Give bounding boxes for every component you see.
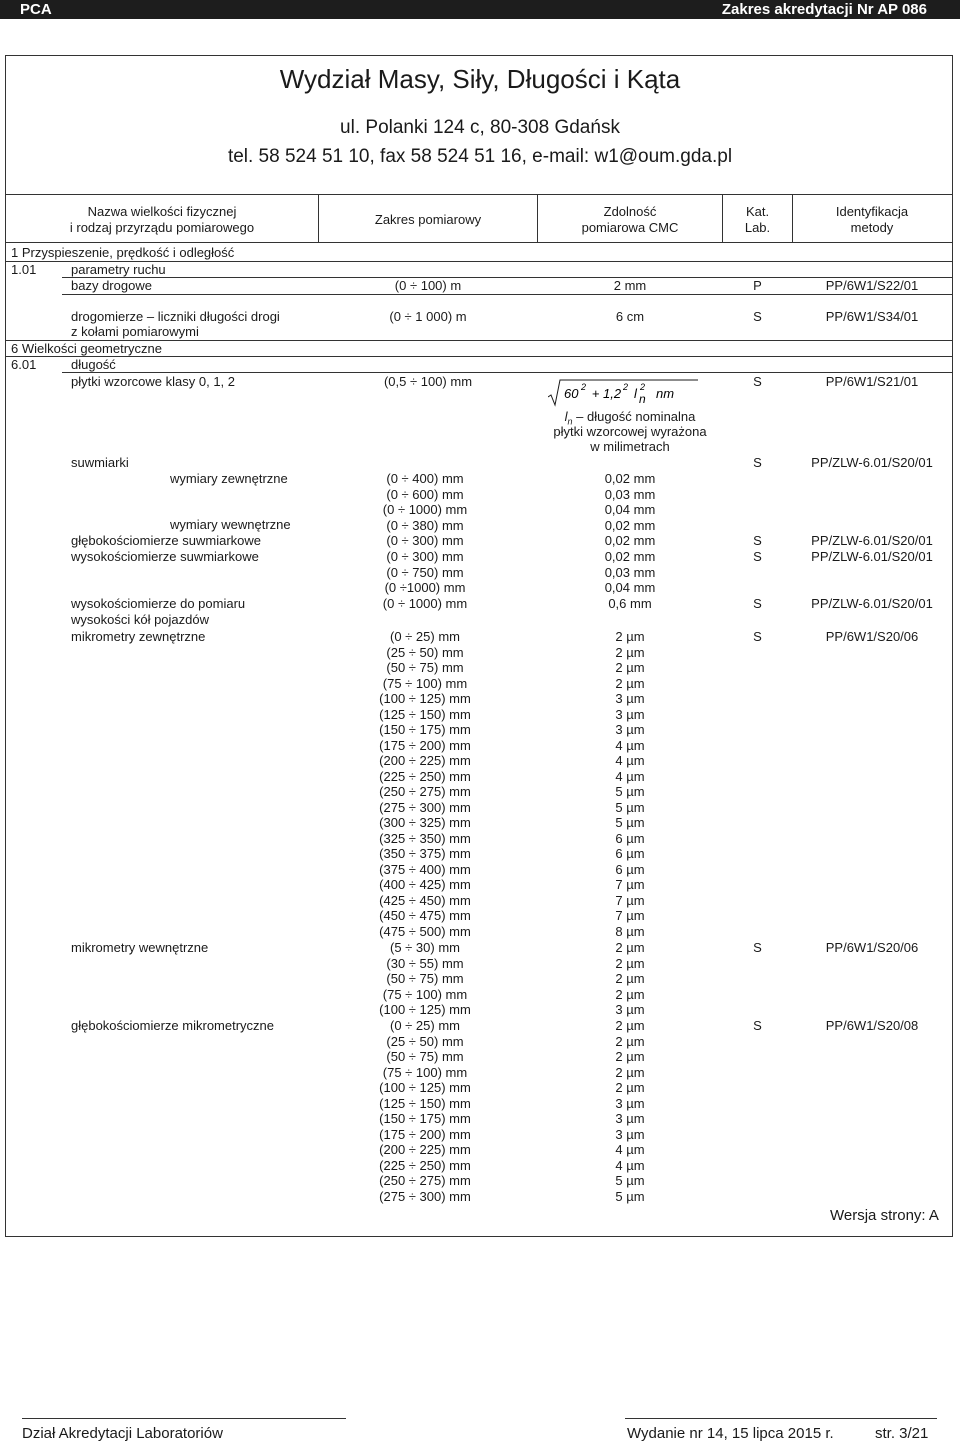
- cmc-value: 3 µm: [615, 1126, 645, 1142]
- cmc-value: 3 µm: [615, 691, 645, 706]
- org-acronym: PCA: [20, 1, 52, 18]
- range-value: (100 ÷ 125) mm: [379, 1080, 471, 1095]
- cmc-value: 7 µm: [615, 892, 645, 908]
- footer-page-number: str. 3/21: [875, 1425, 929, 1442]
- subsection-name: długość: [71, 357, 116, 372]
- lab-category: S: [753, 940, 762, 955]
- instrument-name: drogomierze – liczniki długości drogi: [71, 309, 280, 324]
- cmc-list: [565, 629, 695, 939]
- cmc-value: 0,02 mm: [604, 471, 656, 486]
- column-header-text: Zdolność: [603, 204, 657, 219]
- cmc-value: 2 µm: [615, 1064, 645, 1080]
- accreditation-scope-title: Zakres akredytacji Nr AP 086: [721, 1, 927, 18]
- cmc-value: 4 µm: [615, 1157, 645, 1173]
- footer-organization: Dział Akredytacji Laboratoriów: [22, 1425, 223, 1442]
- column-header-text: Identyfikacja: [835, 204, 909, 219]
- cmc-value: 6 µm: [615, 846, 645, 861]
- lab-category: S: [753, 309, 762, 324]
- instrument-name: głębokościomierze mikrometryczne: [71, 1018, 275, 1033]
- column-header-text: pomiarowa CMC: [581, 220, 679, 235]
- range-value: (75 ÷ 100) mm: [382, 986, 468, 1002]
- range-value: (275 ÷ 300) mm: [379, 1188, 471, 1204]
- range-value: (0 ÷ 600) mm: [386, 486, 464, 502]
- formula-term-b: 1,2: [603, 386, 622, 401]
- formula-term-a: 60: [564, 386, 579, 401]
- range-list: [360, 629, 490, 939]
- cmc-value: 5 µm: [615, 799, 645, 815]
- range-value: (125 ÷ 150) mm: [379, 706, 471, 722]
- department-address: ul. Polanki 124 c, 80-308 Gdańsk: [340, 117, 620, 138]
- instrument-name: suwmiarki: [71, 455, 129, 470]
- range-list: [360, 940, 490, 1018]
- range-value: (0 ÷1000) mm: [384, 580, 466, 595]
- instrument-name: wysokościomierze do pomiaru: [71, 596, 246, 611]
- lab-category: S: [753, 596, 762, 611]
- range-list: [360, 549, 490, 596]
- range-value: (0 ÷ 25) mm: [390, 1018, 460, 1033]
- cmc-value: 3 µm: [615, 722, 645, 737]
- cmc-value: 2 µm: [615, 940, 645, 955]
- cmc-value: 3 µm: [615, 706, 645, 722]
- cmc-value: 8 µm: [615, 923, 645, 939]
- range-value: (325 ÷ 350) mm: [379, 830, 471, 846]
- cmc-value: 0,04 mm: [604, 502, 656, 517]
- cmc-list: [565, 940, 695, 1018]
- cmc-value: 0,02 mm: [604, 517, 656, 533]
- column-header-lab: [723, 204, 792, 236]
- method-id: PP/6W1/S34/01: [825, 309, 919, 324]
- cmc-value: 0,02 mm: [604, 533, 656, 548]
- cmc-value: 2 µm: [615, 629, 645, 644]
- page-version: Wersja strony: A: [830, 1207, 939, 1224]
- range-value: (200 ÷ 225) mm: [379, 1142, 471, 1157]
- row-rule: [5, 356, 953, 357]
- range-value: (0 ÷ 1000) mm: [382, 596, 468, 611]
- range-value: (50 ÷ 75) mm: [386, 971, 464, 986]
- cmc-value: 0,04 mm: [604, 580, 656, 595]
- measurement-type: wymiary zewnętrzne: [170, 471, 288, 486]
- range-value: (175 ÷ 200) mm: [379, 737, 471, 753]
- method-id: PP/ZLW-6.01/S20/01: [811, 596, 933, 611]
- column-header-range: Zakres pomiarowy: [374, 212, 482, 227]
- range-value: (50 ÷ 75) mm: [386, 660, 464, 675]
- range-value: (75 ÷ 100) mm: [382, 675, 468, 691]
- instrument-name: mikrometry zewnętrzne: [71, 629, 206, 644]
- cmc-value: 7 µm: [615, 908, 645, 923]
- uncertainty-formula: [548, 378, 698, 408]
- top-banner: [0, 0, 960, 19]
- formula-note-line: płytki wzorcowej wyrażona: [553, 424, 707, 439]
- range-value: (175 ÷ 200) mm: [379, 1126, 471, 1142]
- cmc-value: 2 µm: [615, 1049, 645, 1064]
- method-id: PP/6W1/S21/01: [825, 374, 919, 389]
- cmc-value: 2 mm: [613, 278, 647, 293]
- footer-rule-right: [625, 1418, 937, 1419]
- lab-category: S: [753, 533, 762, 548]
- lab-category: S: [753, 549, 762, 564]
- cmc-value: 2 µm: [615, 675, 645, 691]
- range-value: (0 ÷ 380) mm: [386, 517, 464, 533]
- header-top-rule: [5, 194, 953, 195]
- range-value: (0 ÷ 25) mm: [390, 629, 460, 644]
- column-header-cmc: [538, 204, 722, 236]
- column-header-text: Nazwa wielkości fizycznej: [87, 204, 237, 219]
- column-header-text: Lab.: [744, 220, 771, 235]
- range-value: (25 ÷ 50) mm: [386, 644, 464, 660]
- range-value: (350 ÷ 375) mm: [379, 846, 471, 861]
- row-rule: [62, 294, 953, 295]
- method-id: PP/ZLW-6.01/S20/01: [811, 455, 933, 470]
- range-value: (5 ÷ 30) mm: [390, 940, 460, 955]
- instrument-name: wysokościomierze suwmiarkowe: [71, 549, 259, 564]
- lab-category: S: [753, 1018, 762, 1033]
- cmc-list: [565, 471, 695, 533]
- instrument-name: mikrometry wewnętrzne: [71, 940, 209, 955]
- range-value: (200 ÷ 225) mm: [379, 753, 471, 768]
- cmc-value: 2 µm: [615, 1033, 645, 1049]
- cmc-value: 0,02 mm: [604, 549, 656, 564]
- range-value: (375 ÷ 400) mm: [379, 861, 471, 877]
- range-value: (100 ÷ 125) mm: [379, 1002, 471, 1017]
- method-id: PP/6W1/S22/01: [825, 278, 919, 293]
- range-value: (475 ÷ 500) mm: [379, 923, 471, 939]
- cmc-value: 2 µm: [615, 955, 645, 971]
- cmc-value: 4 µm: [615, 768, 645, 784]
- formula-exponent: 2: [581, 382, 587, 392]
- subsection-name: parametry ruchu: [71, 262, 166, 277]
- range-value: (0 ÷ 100) m: [394, 278, 462, 293]
- range-value: (50 ÷ 75) mm: [386, 1049, 464, 1064]
- cmc-value: 2 µm: [615, 1080, 645, 1095]
- cmc-value: 2 µm: [615, 644, 645, 660]
- footer-rule-left: [22, 1418, 346, 1419]
- subsection-number: 1.01: [11, 262, 37, 277]
- cmc-value: 5 µm: [615, 815, 645, 830]
- range-value: (275 ÷ 300) mm: [379, 799, 471, 815]
- cmc-value: 3 µm: [615, 1111, 645, 1126]
- measurement-type: wymiary wewnętrzne: [170, 517, 291, 532]
- cmc-value: 4 µm: [615, 1142, 645, 1157]
- formula-plus: +: [592, 386, 600, 401]
- lab-category: S: [753, 374, 762, 389]
- range-value: (25 ÷ 50) mm: [386, 1033, 464, 1049]
- method-id: PP/6W1/S20/06: [825, 629, 919, 644]
- cmc-value: 5 µm: [615, 1188, 645, 1204]
- department-contact: tel. 58 524 51 10, fax 58 524 51 16, e-mail: w1@oum.gda.pl: [227, 146, 733, 167]
- range-value: (425 ÷ 450) mm: [379, 892, 471, 908]
- method-id: PP/6W1/S20/08: [825, 1018, 919, 1033]
- cmc-value: 6 cm: [615, 309, 645, 324]
- cmc-value: 2 µm: [615, 1018, 645, 1033]
- cmc-value: 2 µm: [615, 660, 645, 675]
- section-title: 6 Wielkości geometryczne: [11, 341, 162, 356]
- column-header-text: Kat.: [745, 204, 770, 219]
- row-rule: [62, 372, 953, 373]
- range-value: (125 ÷ 150) mm: [379, 1095, 471, 1111]
- cmc-value: 6 µm: [615, 861, 645, 877]
- cmc-value: 0,6 mm: [608, 596, 652, 611]
- instrument-name-cont: wysokości kół pojazdów: [71, 612, 210, 627]
- cmc-value: 0,03 mm: [604, 564, 656, 580]
- cmc-value: 2 µm: [615, 971, 645, 986]
- cmc-value: 6 µm: [615, 830, 645, 846]
- method-id: PP/ZLW-6.01/S20/01: [811, 533, 933, 548]
- column-header-text: i rodzaj przyrządu pomiarowego: [69, 220, 255, 235]
- section-title: 1 Przyspieszenie, prędkość i odległość: [11, 245, 235, 260]
- note-text: – długość nominalna: [572, 409, 696, 424]
- range-value: (225 ÷ 250) mm: [379, 1157, 471, 1173]
- lab-category: S: [753, 455, 762, 470]
- cmc-value: 5 µm: [615, 1173, 645, 1188]
- range-value: (400 ÷ 425) mm: [379, 877, 471, 892]
- cmc-value: 3 µm: [615, 1002, 645, 1017]
- formula-subscript: n: [639, 392, 646, 406]
- instrument-name: głębokościomierze suwmiarkowe: [71, 533, 262, 548]
- range-value: (150 ÷ 175) mm: [379, 1111, 471, 1126]
- range-value: (225 ÷ 250) mm: [379, 768, 471, 784]
- cmc-value: 2 µm: [615, 986, 645, 1002]
- range-value: (0 ÷ 1 000) m: [389, 309, 467, 324]
- column-header-text: metody: [850, 220, 894, 235]
- range-value: (30 ÷ 55) mm: [386, 955, 464, 971]
- range-value: (0,5 ÷ 100) mm: [383, 374, 473, 389]
- range-value: (100 ÷ 125) mm: [379, 691, 471, 706]
- cmc-value: 4 µm: [615, 753, 645, 768]
- instrument-name: bazy drogowe: [71, 278, 152, 293]
- range-value: (0 ÷ 1000) mm: [382, 502, 468, 517]
- method-id: PP/6W1/S20/06: [825, 940, 919, 955]
- cmc-value: 7 µm: [615, 877, 645, 892]
- formula-note-line: w milimetrach: [590, 439, 670, 454]
- range-value: (150 ÷ 175) mm: [379, 722, 471, 737]
- department-title: Wydział Masy, Siły, Długości i Kąta: [279, 64, 681, 94]
- range-value: (0 ÷ 750) mm: [386, 564, 464, 580]
- subsection-number: 6.01: [11, 357, 37, 372]
- range-value: (75 ÷ 100) mm: [382, 1064, 468, 1080]
- range-value: (300 ÷ 325) mm: [379, 815, 471, 830]
- cmc-list: [565, 549, 695, 596]
- range-value: (450 ÷ 475) mm: [379, 908, 471, 923]
- range-value: (250 ÷ 275) mm: [379, 784, 471, 799]
- cmc-value: 4 µm: [615, 737, 645, 753]
- range-list: [360, 1018, 490, 1204]
- method-id: PP/ZLW-6.01/S20/01: [811, 549, 933, 564]
- column-header-method: [793, 204, 951, 236]
- formula-exponent: 2: [623, 382, 629, 392]
- range-value: (0 ÷ 400) mm: [386, 471, 464, 486]
- range-value: (250 ÷ 275) mm: [379, 1173, 471, 1188]
- footer-issue: Wydanie nr 14, 15 lipca 2015 r.: [627, 1425, 834, 1442]
- formula-exponent: 2: [640, 382, 646, 392]
- instrument-name: płytki wzorcowe klasy 0, 1, 2: [71, 374, 236, 389]
- formula-unit: nm: [656, 386, 675, 401]
- range-value: (0 ÷ 300) mm: [386, 533, 464, 548]
- cmc-value: 5 µm: [615, 784, 645, 799]
- lab-category: P: [753, 278, 762, 293]
- cmc-value: 3 µm: [615, 1095, 645, 1111]
- cmc-list: [565, 1018, 695, 1204]
- column-header-quantity: [6, 204, 318, 236]
- header-bottom-rule: [5, 242, 953, 243]
- formula-length-symbol: l: [634, 386, 637, 401]
- instrument-name-cont: z kołami pomiarowymi: [71, 324, 199, 339]
- range-list: [360, 471, 490, 533]
- note-symbol: l: [564, 409, 568, 424]
- range-value: (0 ÷ 300) mm: [386, 549, 464, 564]
- note-subscript: n: [567, 416, 573, 427]
- lab-category: S: [753, 629, 762, 644]
- cmc-value: 0,03 mm: [604, 486, 656, 502]
